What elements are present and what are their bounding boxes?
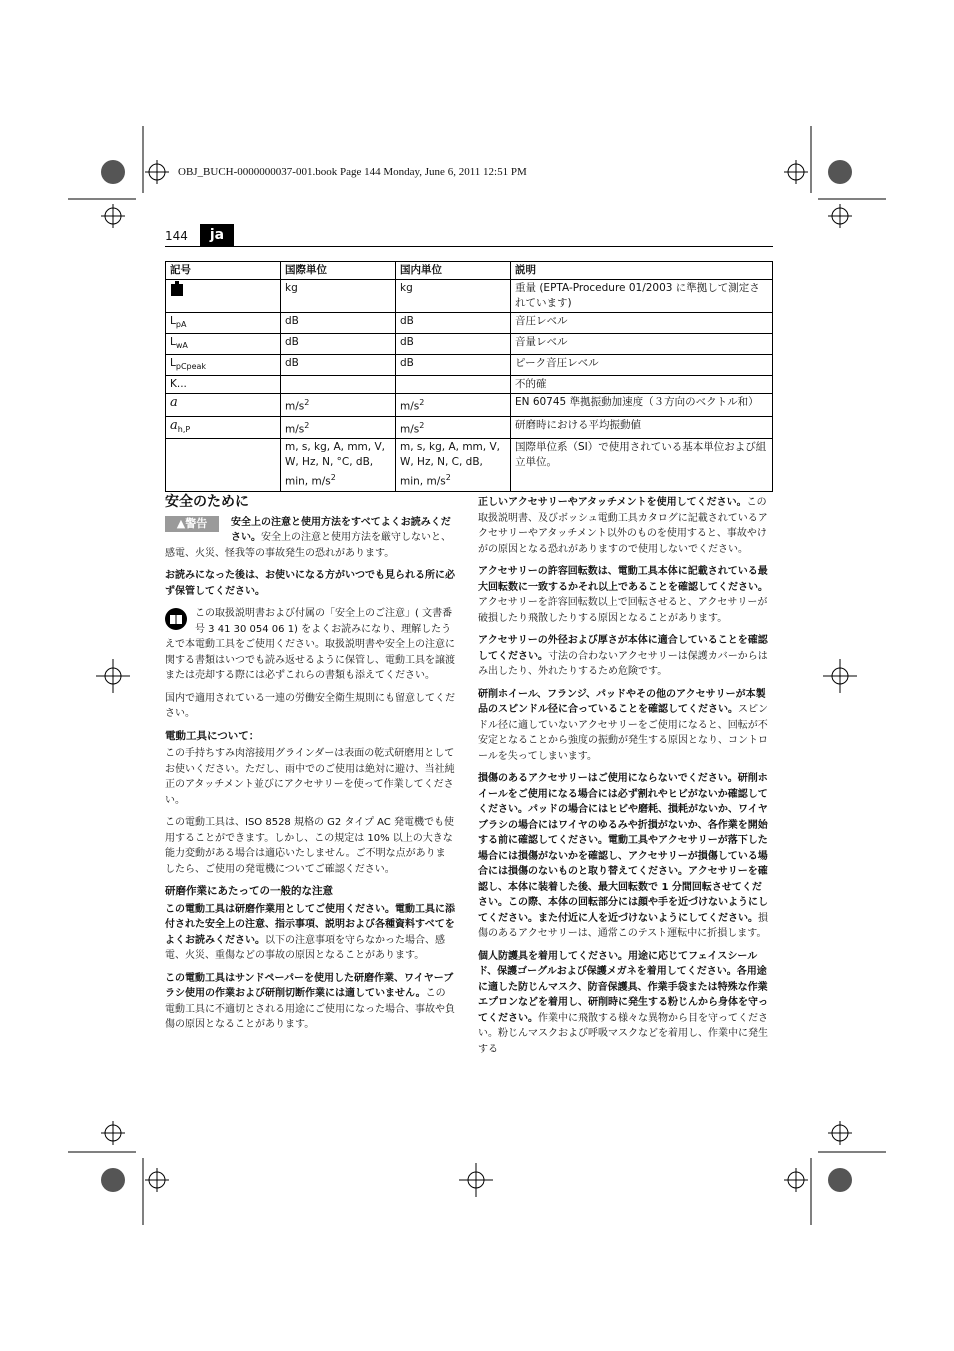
warning-paragraph: ▲警告 安全上の注意と使用方法をすべてよくお読みください。安全上の注意と使用方法を厳守しないと、感電、火災、怪我等の事故発生の恐れがあります。	[165, 516, 451, 559]
table-cell: 不的確	[511, 376, 773, 394]
right-column	[478, 495, 768, 1064]
table-row	[166, 376, 773, 394]
table-cell: dB	[281, 313, 396, 334]
table-cell: EN 60745 準拠振動加速度（３方向のベクトル和）	[511, 394, 773, 417]
table-header-row	[166, 262, 773, 280]
col-header-description: 説明	[511, 262, 773, 280]
header-rule	[165, 246, 773, 247]
table-cell: $L_{pCpeak}$	[166, 355, 281, 376]
table-cell: m, s, kg, A, mm, V, W, Hz, N, °C, dB, min, $m/s^2$	[281, 439, 396, 492]
units-table	[165, 261, 773, 492]
table-row	[166, 355, 773, 376]
table-cell: $L_{wA}$	[166, 334, 281, 355]
table-cell: $L_{pA}$	[166, 313, 281, 334]
col-header-symbol: 記号	[166, 262, 281, 280]
table-row	[166, 439, 773, 492]
language-tag: ja	[200, 224, 234, 246]
table-cell: $a_{h,P}$	[166, 416, 281, 439]
paragraph: 損傷のあるアクセサリーはご使用にならないでください。研削ホイールをご使用になる場合には必ず割れやヒビがないか確認してください。パッドの場合にはヒビや磨耗、損耗がないか、ワイヤブラシの場合にはワイヤのゆるみや折損がないか、各作業を開始する前に確認してください。電動工具やアクセサリーが落下した場合には損傷がないかを確認し、アクセサリーが損傷している場合には損傷のないものと取り替えてください。アクセサリーを確認し、本体に装着した後、最大回転数で 1 分間回転させてください。この際、本体の回転部分には顔や手を近づけないようにしてください。また付近に人を近づけないようにしてください。損傷のあるアクセサリーは、通常このテスト運転中に折損します。	[478, 773, 768, 939]
warning-label: ▲警告	[165, 516, 219, 532]
table-row	[166, 334, 773, 355]
page-number: 144	[165, 229, 188, 243]
table-cell: dB	[281, 334, 396, 355]
table-cell	[166, 439, 281, 492]
table-cell: $m/s^2$	[281, 394, 396, 417]
paragraph: 国内で適用されている一連の労働安全衛生規則にも留意してください。	[165, 692, 455, 719]
table-cell: a	[166, 394, 281, 417]
weight-icon-cell	[166, 280, 281, 313]
paragraph: 研削ホイール、フランジ、パッドやその他のアクセサリーが本製品のスピンドル径に合っていることを確認してください。スピンドル径に適していないアクセサリーをご使用になると、回転が不安定となることから強度の振動が発生する原因となり、コントロールを失ってしまいます。	[478, 688, 768, 762]
table-cell: dB	[281, 355, 396, 376]
table-cell	[281, 376, 396, 394]
table-cell: 音量レベル	[511, 334, 773, 355]
table-cell: dB	[396, 313, 511, 334]
table-row	[166, 280, 773, 313]
table-cell: 重量 (EPTA-Procedure 01/2003 に準拠して測定されています)	[511, 280, 773, 313]
col-header-domestic: 国内単位	[396, 262, 511, 280]
paragraph: この手持ちすみ肉溶接用グラインダーは表面の乾式研磨用としてお使いください。ただし、雨中でのご使用は絶対に避け、当社純正のアタッチメント並びにアクセサリーを使って作業してください。	[165, 748, 455, 806]
table-cell: kg	[281, 280, 396, 313]
table-cell: 国際単位系（SI）で使用されている基本単位および組立単位。	[511, 439, 773, 492]
table-cell: K...	[166, 376, 281, 394]
table-cell: $m/s^2$	[281, 416, 396, 439]
paragraph: お読みになった後は、お使いになる方がいつでも見られる所に必ず保管してください。	[165, 570, 455, 597]
table-cell: 研磨時における平均振動値	[511, 416, 773, 439]
paragraph: アクセサリーの許容回転数は、電動工具本体に記載されている最大回転数に一致するかそれ以上であることを確認してください。アクセサリーを許容回転数以上で回転させると、アクセサリーが破損したり飛散したりする原因となることがあります。	[478, 566, 768, 624]
table-cell: dB	[396, 355, 511, 376]
paragraph: この電動工具は、ISO 8528 規格の G2 タイプ AC 発電機でも使用することができます。しかし、この規定は 10% 以上の大きな能力変動がある場合は適応いたしません。ご不明な点がありましたら、ご使用の発電機についてご確認ください。	[165, 817, 454, 875]
paragraph: アクセサリーの外径および厚さが本体に適合していることを確認してください。寸法の合わないアクセサリーは保護カバーからはみ出したり、外れたりするため危険です。	[478, 635, 768, 677]
paragraph: 正しいアクセサリーやアタッチメントを使用してください。この取扱説明書、及びボッシュ電動工具カタログに記載されているアクセサリーやアタッチメント以外のものを使用すると、事故やけがの原因となる恐れがありますので使用しないでください。	[478, 497, 768, 555]
table-cell: m, s, kg, A, mm, V, W, Hz, N, C, dB, min, $m/s^2$	[396, 439, 511, 492]
table-cell: 音圧レベル	[511, 313, 773, 334]
table-row	[166, 313, 773, 334]
left-column	[165, 495, 455, 1040]
table-cell: kg	[396, 280, 511, 313]
warning-triangle-icon: ▲	[176, 516, 186, 530]
subheading-general: 研磨作業にあたっての一般的な注意	[165, 885, 333, 897]
paragraph: この取扱説明書および付属の「安全上のご注意」( 文書番号 3 41 30 054 06 1) をよくお読みになり、理解したうえで本電動工具をご使用ください。取扱説明書や安全上の注意に関する書類はいつでも読み返せるように保管し、電動工具を譲渡または売却する際には必ずこれらの書類も添えてください。	[165, 608, 455, 681]
section-heading-safety: 安全のために	[165, 494, 249, 510]
table-cell: dB	[396, 334, 511, 355]
book-info-line: OBJ_BUCH-0000000037-001.book Page 144 Monday, June 6, 2011 12:51 PM	[178, 166, 527, 178]
table-cell: ピーク音圧レベル	[511, 355, 773, 376]
paragraph: 個人防護具を着用してください。用途に応じてフェイスシールド、保護ゴーグルおよび保護メガネを着用してください。各用途に適した防じんマスク、防音保護具、作業手袋または特殊な作業エプロンなどを着用し、研削時に発生する粉じんから身体を守ってください。作業中に飛散する様々な異物から目を守ってください。粉じんマスクおよび呼吸マスクなどを着用し、作業中に発生する	[478, 950, 768, 1055]
table-row	[166, 416, 773, 439]
table-cell: $m/s^2$	[396, 394, 511, 417]
table-cell: $m/s^2$	[396, 416, 511, 439]
paragraph: この電動工具はサンドペーパーを使用した研磨作業、ワイヤーブラシ使用の作業および研削切断作業には適していません。この電動工具に不適切とされる用途にご使用になった場合、事故や負傷の原因となることがあります。	[165, 972, 455, 1030]
paragraph: この電動工具は研磨作業用としてご使用ください。電動工具に添付された安全上の注意、指示事項、説明および各種資料すべてをよくお読みください。以下の注意事項を守らなかった場合、感電、火災、重傷などの事故の原因となることがあります。	[165, 903, 455, 961]
read-manual-icon	[165, 608, 187, 630]
table-row	[166, 394, 773, 417]
col-header-si: 国際単位	[281, 262, 396, 280]
subheading-tool: 電動工具について：	[165, 729, 260, 742]
weight-icon	[170, 281, 184, 297]
table-cell	[396, 376, 511, 394]
